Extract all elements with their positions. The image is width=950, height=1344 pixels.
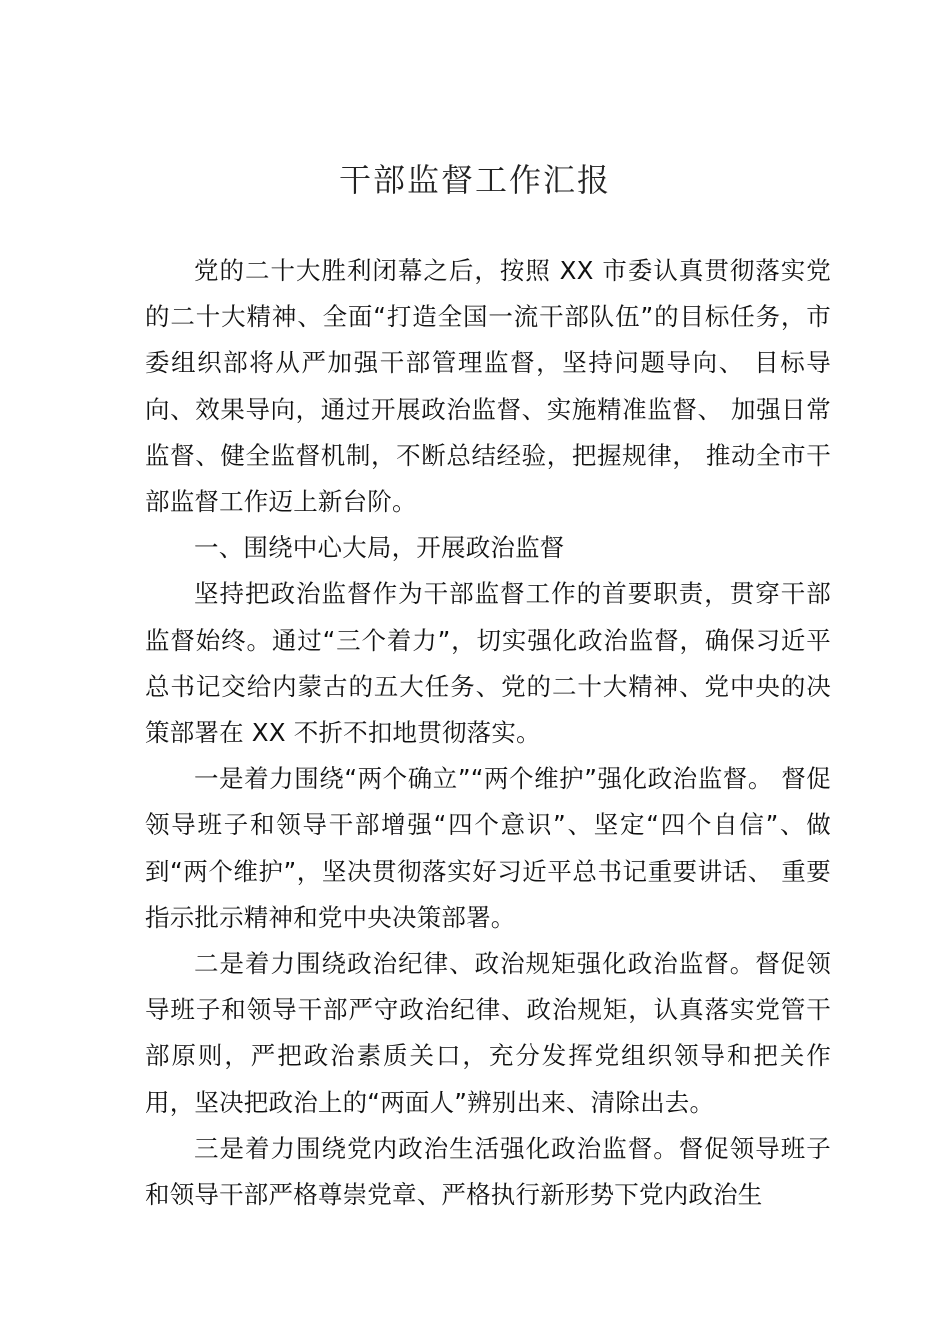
document-body xyxy=(145,248,831,1218)
document-title: 干部监督工作汇报 xyxy=(338,161,611,199)
paragraph-point-2: 二是着力围绕政治纪律、政治规矩强化政治监督。督促领导班子和领导干部严守政治纪律、政治规矩，认真落实党管干部原则，严把政治素质关口，充分发挥党组织领导和把关作用，坚决把政治上的“两面人”辨别出来、清除出去。 xyxy=(145,949,831,1117)
paragraph-intro: 党的二十大胜利闭幕之后，按照 XX 市委认真贯彻落实党的二十大精神、全面“打造全国一流干部队伍”的目标任务，市委组织部将从严加强干部管理监督，坚持问题导向、 目标导向、效果导向，通过开展政治监督、实施精准监督、 加强日常监督、健全监督机制，不断总结经验，把握规律， 推动全市干部监督工作迈上新台阶。 xyxy=(145,256,831,517)
paragraph-point-1: 一是着力围绕“两个确立”“两个维护”强化政治监督。 督促领导班子和领导干部增强“四个意识”、坚定“四个自信”、做到“两个维护”，坚决贯彻落实好习近平总书记重要讲话、 重要指示批示精神和党中央决策部署。 xyxy=(145,764,831,932)
section-heading-1: 一、围绕中心大局，开展政治监督 xyxy=(194,533,565,563)
paragraph-point-3: 三是着力围绕党内政治生活强化政治监督。督促领导班子和领导干部严格尊崇党章、严格执行新形势下党内政治生 xyxy=(145,1133,831,1210)
paragraph-section-1: 坚持把政治监督作为干部监督工作的首要职责，贯穿干部监督始终。通过“三个着力”，切实强化政治监督，确保习近平总书记交给内蒙古的五大任务、党的二十大精神、党中央的决策部署在 XX 不折不扣地贯彻落实。 xyxy=(145,579,831,748)
